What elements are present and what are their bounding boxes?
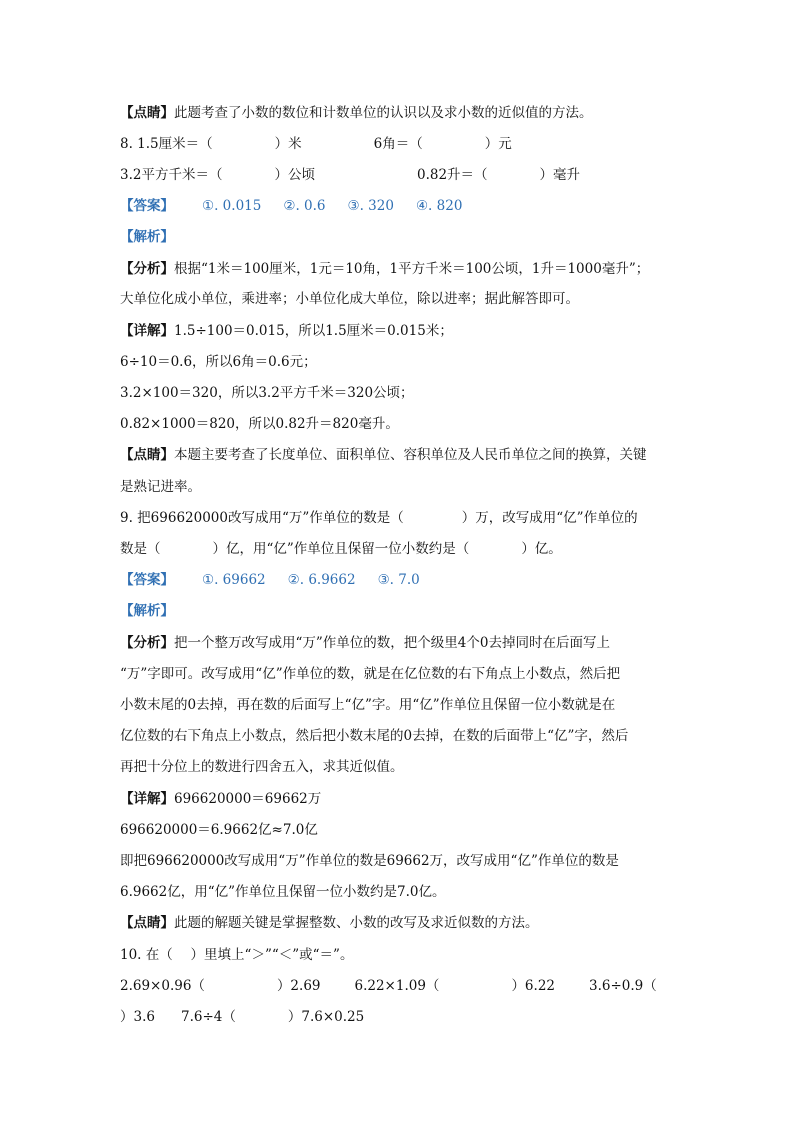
q8-xiangjie-1 (120, 322, 453, 340)
q10-row1-a: 2.69×0.96（ (120, 978, 205, 994)
analysis-tag: 【解析】 (120, 603, 174, 619)
answer-tag: 【答案】 (120, 198, 174, 214)
q8-jiexi (120, 228, 174, 246)
dianjing-tag: 【点睛】 (120, 105, 174, 121)
q8-row2-d: ）毫升 (539, 167, 581, 183)
q10-row2 (120, 1008, 364, 1026)
q8-dianjing-2: 是熟记进率。 (120, 479, 201, 495)
q10-row1-b: ）2.69 (276, 978, 321, 994)
q9-stem-2c: ）亿。 (521, 541, 562, 557)
q8-step-2: 6÷10＝0.6，所以6角＝0.6元； (120, 354, 317, 370)
q10-row2-a: ）3.6 (120, 1009, 155, 1025)
fenxi-tag: 【分析】 (120, 635, 174, 651)
dianjing-tag: 【点睛】 (120, 447, 174, 463)
q9-dianjing (120, 914, 539, 932)
q10-row1-d: ）6.22 (511, 978, 555, 994)
q9-stem-2 (120, 540, 562, 558)
q10-stem: 10. 在（ ）里填上“＞”“＜”或“＝”。 (120, 947, 354, 963)
q9-fenxi-3: 小数末尾的0去掉，再在数的后面写上“亿”字。用“亿”作单位且保留一位小数就是在 (120, 697, 616, 713)
q8-step-3: 3.2×100＝320，所以3.2平方千米＝320公顷； (120, 385, 414, 401)
q9-stem-1a: 9. 把696620000改写成用“万”作单位的数是（ (120, 510, 404, 526)
fenxi-tag: 【分析】 (120, 261, 174, 277)
q9-stem-1b: ）万，改写成用“亿”作单位的 (461, 510, 638, 526)
q10-row1-c: 6.22×1.09（ (354, 978, 440, 994)
q8-fenxi-2: 大单位化成小单位，乘进率；小单位化成大单位，除以进率；据此解答即可。 (120, 291, 579, 307)
q8-step-4: 0.82×1000＝820，所以0.82升＝820毫升。 (120, 416, 399, 432)
q8-fenxi-text-1: 根据“1米＝100厘米，1元＝10角，1平方千米＝100公顷，1升＝1000毫升”； (174, 261, 650, 277)
q8-answer-3: ③. 320 (347, 198, 394, 214)
xiangjie-tag: 【详解】 (120, 323, 174, 339)
q8-row2 (120, 166, 580, 184)
q9-dianjing-text: 此题的解题关键是掌握整数、小数的改写及求近似数的方法。 (174, 915, 539, 931)
q9-stem-1 (120, 509, 638, 527)
q8-row1-d: ）元 (484, 136, 512, 152)
q9-fenxi-text-1: 把一个整万改写成用“万”作单位的数，把个级里4个0去掉同时在后面写上 (174, 635, 610, 651)
dianjing-text: 此题考查了小数的数位和计数单位的认识以及求小数的近似值的方法。 (174, 105, 593, 121)
q8-row1 (120, 135, 512, 153)
q9-answer-3: ③. 7.0 (377, 572, 420, 588)
q9-fenxi-1 (120, 634, 610, 652)
analysis-tag: 【解析】 (120, 229, 174, 245)
q9-answer-1: ①. 69662 (202, 572, 266, 588)
q8-row2-a: 3.2平方千米＝（ (120, 167, 223, 183)
q7-dianjing (120, 104, 593, 122)
q9-answer-2: ②. 6.9662 (287, 572, 356, 588)
q8-fenxi-1 (120, 260, 649, 278)
q9-jiexi (120, 602, 174, 620)
q8-dianjing-text-1: 本题主要考查了长度单位、面积单位、容积单位及人民币单位之间的换算，关键 (174, 447, 647, 463)
q8-row1-b: ）米 (274, 136, 302, 152)
q9-stem-2a: 数是（ (120, 541, 161, 557)
q8-row2-b: ）公顷 (274, 167, 315, 183)
q8-row1-c: 6角＝（ (373, 136, 423, 152)
q10-row2-c: ）7.6×0.25 (287, 1009, 365, 1025)
q9-step-3: 即把696620000改写成用“万”作单位的数是69662万，改写成用“亿”作单位的数是 (120, 853, 619, 869)
q8-row1-a: 8. 1.5厘米＝（ (120, 136, 213, 152)
q9-answer (120, 571, 420, 589)
q8-dianjing-1 (120, 446, 647, 464)
q8-row2-c: 0.82升＝（ (416, 167, 488, 183)
q9-xiangjie-1 (120, 790, 321, 808)
q8-answer-4: ④. 820 (415, 198, 463, 214)
q10-row2-b: 7.6÷4（ (180, 1009, 236, 1025)
q9-fenxi-2: “万”字即可。改写成用“亿”作单位的数，就是在亿位数的右下角点上小数点，然后把 (120, 666, 621, 682)
xiangjie-tag: 【详解】 (120, 791, 174, 807)
q10-row1-e: 3.6÷0.9（ (589, 978, 657, 994)
q9-step-4: 6.9662亿，用“亿”作单位且保留一位小数约是7.0亿。 (120, 884, 446, 900)
q9-stem-2b: ）亿，用“亿”作单位且保留一位小数约是（ (212, 541, 470, 557)
dianjing-tag: 【点睛】 (120, 915, 174, 931)
q8-xiangjie-text-1: 1.5÷100＝0.015，所以1.5厘米＝0.015米； (174, 323, 453, 339)
q9-fenxi-5: 再把十分位上的数进行四舍五入，求其近似值。 (120, 759, 404, 775)
q8-answer-2: ②. 0.6 (283, 198, 326, 214)
q8-answer-1: ①. 0.015 (202, 198, 262, 214)
q8-answer (120, 197, 462, 215)
answer-tag: 【答案】 (120, 572, 174, 588)
q9-xiangjie-text-1: 696620000＝69662万 (174, 791, 322, 807)
q10-row1 (120, 977, 657, 995)
q9-step-2: 696620000＝6.9662亿≈7.0亿 (120, 822, 318, 838)
q9-fenxi-4: 亿位数的右下角点上小数点，然后把小数末尾的0去掉，在数的后面带上“亿”字，然后 (120, 728, 629, 744)
